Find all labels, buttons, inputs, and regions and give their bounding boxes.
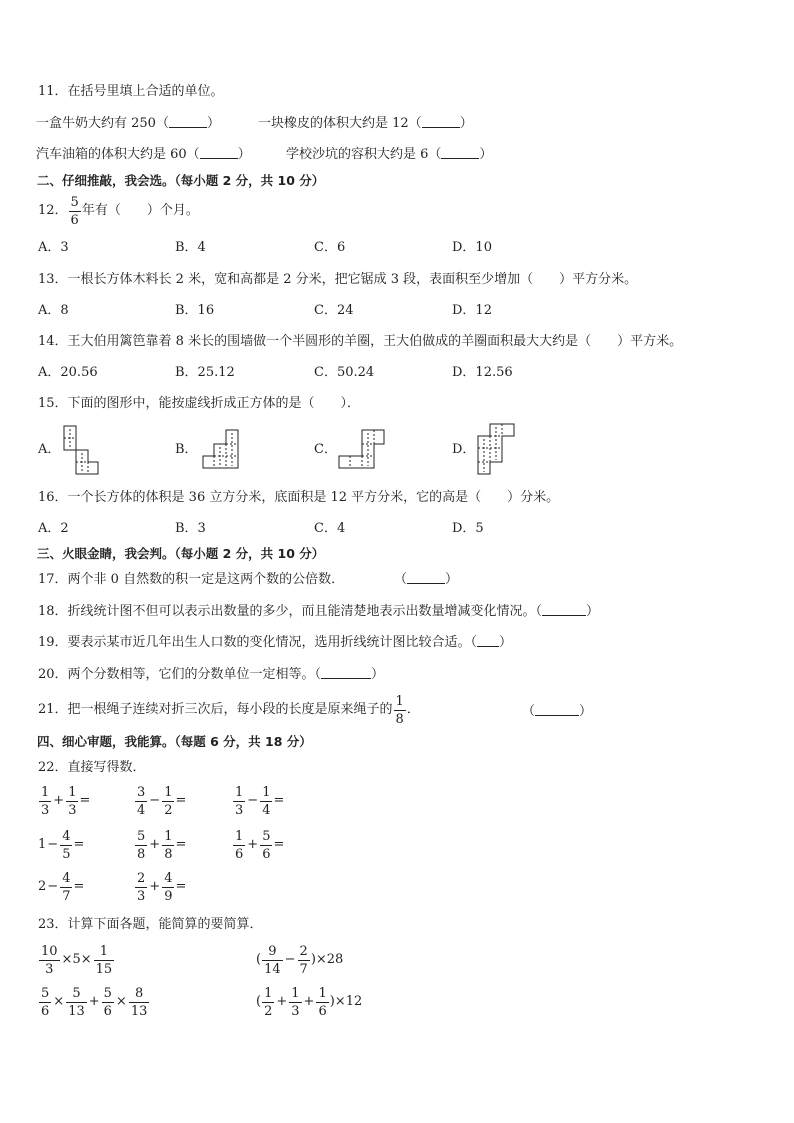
cube-net-d-figure[interactable] <box>476 422 518 478</box>
q21-stem: 21．把一根绳子连续对折三次后，每小段的长度是原来绳子的 1 8 ． <box>38 693 420 727</box>
fraction: 4 5 <box>62 828 71 862</box>
q22-expression: 3 4 − 1 2 = <box>137 784 187 818</box>
q23-expression-1: 10 3 ×5× 1 15 <box>41 943 113 977</box>
answer-blank[interactable] <box>407 572 445 584</box>
q21-answer: （ ） <box>522 704 593 719</box>
q23-title: 23．计算下面各题，能简算的要简算． <box>38 917 263 932</box>
q16-option-d[interactable]: D．5 <box>452 521 484 536</box>
q15-option-d-label[interactable]: D． <box>452 442 476 457</box>
fraction: 1 4 <box>262 784 271 818</box>
q13-option-c[interactable]: C．24 <box>314 303 354 318</box>
q17-stem: 17．两个非 0 自然数的积一定是这两个数的公倍数． <box>38 572 345 587</box>
section-4-heading: 四、细心审题，我能算。（每题 6 分，共 18 分） <box>37 734 312 749</box>
q22-expression: 1 6 + 5 6 = <box>235 828 285 862</box>
q22-expression: 5 8 + 1 8 = <box>137 828 187 862</box>
q22-expression: 1 3 − 1 4 = <box>235 784 285 818</box>
fraction: 1 3 <box>41 784 50 818</box>
q11-item-3: 汽车油箱的体积大约是 60（ ） <box>36 147 251 162</box>
fraction: 1 8 <box>164 828 173 862</box>
q13-option-d[interactable]: D．12 <box>452 303 492 318</box>
q14-option-d[interactable]: D．12.56 <box>452 365 513 380</box>
fraction: 1 6 <box>235 828 244 862</box>
q16-option-a[interactable]: A．2 <box>38 521 69 536</box>
q13-option-b[interactable]: B．16 <box>175 303 215 318</box>
fraction: 1 3 <box>235 784 244 818</box>
q11-title: 11．在括号里填上合适的单位。 <box>38 84 224 99</box>
fraction: 5 6 <box>262 828 271 862</box>
q17-answer: （ ） <box>394 572 459 587</box>
answer-blank[interactable] <box>542 604 586 616</box>
answer-blank[interactable] <box>441 147 479 159</box>
q14-option-c[interactable]: C．50.24 <box>314 365 375 380</box>
q16-option-b[interactable]: B．3 <box>175 521 206 536</box>
fraction: 4 9 <box>164 870 173 904</box>
q22-title: 22．直接写得数． <box>38 760 146 775</box>
q22-expression: 2 3 + 4 9 = <box>137 870 187 904</box>
section-2-heading: 二、仔细推敲，我会选。（每小题 2 分，共 10 分） <box>37 173 325 188</box>
q16-stem: 16．一个长方体的体积是 36 立方分米，底面积是 12 平方分米，它的高是（ ）分米。 <box>38 490 560 505</box>
q12-option-b[interactable]: B．4 <box>175 240 206 255</box>
fraction: 5 8 <box>137 828 146 862</box>
answer-blank[interactable] <box>422 116 460 128</box>
fraction: 4 7 <box>62 870 71 904</box>
q12-stem: 12． 5 6 年有（ ）个月。 <box>38 194 199 228</box>
q22-expression: 2 − 4 7 = <box>38 870 85 904</box>
q12-option-d[interactable]: D．10 <box>452 240 492 255</box>
q14-option-b[interactable]: B．25.12 <box>175 365 235 380</box>
q14-option-a[interactable]: A．20.56 <box>38 365 98 380</box>
q20-stem: 20．两个分数相等，它们的分数单位一定相等。（ ） <box>38 667 385 682</box>
answer-blank[interactable] <box>321 667 371 679</box>
answer-blank[interactable] <box>169 116 207 128</box>
q23-expression-4: ( 1 2 + 1 3 + 1 6 )×12 <box>256 985 363 1019</box>
answer-blank[interactable] <box>535 704 579 716</box>
q11-item-2: 一块橡皮的体积大约是 12（ ） <box>258 116 473 131</box>
fraction: 1 8 <box>395 693 404 727</box>
q23-expression-3: 5 6 × 5 13 + 5 6 × 8 13 <box>41 985 148 1019</box>
q15-option-b-label[interactable]: B． <box>175 442 198 457</box>
q14-stem: 14．王大伯用篱笆靠着 8 米长的围墙做一个半圆形的羊圈，王大伯做成的羊圈面积最大大约是（ ）平方米。 <box>38 334 683 349</box>
q11-item-4: 学校沙坑的容积大约是 6（ ） <box>286 147 493 162</box>
fraction: 5 6 <box>70 194 79 228</box>
q22-expression: 1 3 + 1 3 = <box>41 784 91 818</box>
q23-expression-2: ( 9 14 − 2 7 )×28 <box>256 943 344 977</box>
fraction: 1 3 <box>68 784 77 818</box>
fraction: 3 4 <box>137 784 146 818</box>
q11-item-1: 一盒牛奶大约有 250（ ） <box>36 116 220 131</box>
cube-net-b-figure[interactable] <box>202 428 242 470</box>
q18-stem: 18．折线统计图不但可以表示出数量的多少，而且能清楚地表示出数量增减变化情况。（ ） <box>38 604 600 619</box>
q19-stem: 19．要表示某市近几年出生人口数的变化情况，选用折线统计图比较合适。（ ） <box>38 635 513 650</box>
q22-expression: 1 − 4 5 = <box>38 828 85 862</box>
answer-blank[interactable] <box>477 635 499 647</box>
q15-stem: 15．下面的图形中，能按虚线折成正方体的是（ ）． <box>38 396 361 411</box>
section-3-heading: 三、火眼金睛，我会判。（每小题 2 分，共 10 分） <box>37 546 325 561</box>
fraction: 2 3 <box>137 870 146 904</box>
q15-option-c-label[interactable]: C． <box>314 442 337 457</box>
cube-net-a-figure[interactable] <box>62 424 102 478</box>
q12-option-c[interactable]: C．6 <box>314 240 346 255</box>
cube-net-c-figure[interactable] <box>338 428 388 470</box>
q12-option-a[interactable]: A．3 <box>38 240 69 255</box>
q16-option-c[interactable]: C．4 <box>314 521 346 536</box>
q13-stem: 13．一根长方体木料长 2 米，宽和高都是 2 分米，把它锯成 3 段，表面积至少增加（ ）平方分米。 <box>38 272 638 287</box>
q15-option-a-label[interactable]: A． <box>38 442 61 457</box>
fraction: 1 2 <box>164 784 173 818</box>
answer-blank[interactable] <box>200 147 238 159</box>
q13-option-a[interactable]: A．8 <box>38 303 69 318</box>
